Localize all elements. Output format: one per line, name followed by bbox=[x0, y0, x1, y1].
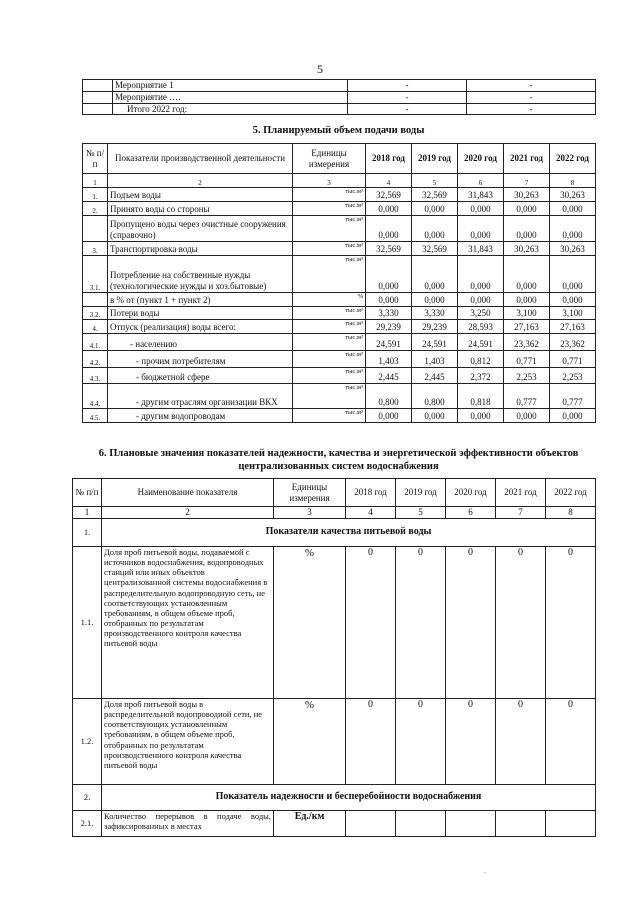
value-cell: 0,000 bbox=[412, 409, 458, 423]
col-number: 6 bbox=[446, 507, 496, 519]
value-cell: 0,800 bbox=[412, 384, 458, 409]
value-cell: 0 bbox=[346, 546, 396, 698]
water-supply-rows bbox=[83, 188, 596, 423]
header-year: 2021 год bbox=[496, 479, 546, 507]
row-name: Количество перерывов в подаче воды, зафиксированных в местах bbox=[102, 810, 274, 836]
value-cell: 24,591 bbox=[366, 334, 412, 351]
value-cell: 31,843 bbox=[458, 242, 504, 256]
value-cell: 0,000 bbox=[412, 216, 458, 242]
value-cell: 32,569 bbox=[366, 242, 412, 256]
value-cell: 2,253 bbox=[504, 368, 550, 384]
value-cell: 23,362 bbox=[550, 334, 596, 351]
row-no: 3.1. bbox=[83, 256, 108, 293]
section-5-title: 5. Планируемый объем подачи воды bbox=[252, 125, 425, 136]
value-cell: 24,591 bbox=[458, 334, 504, 351]
top-continuation-table bbox=[82, 79, 596, 115]
row-no: 1.2. bbox=[73, 698, 102, 784]
value-cell: 1,403 bbox=[366, 351, 412, 368]
row-no: 4. bbox=[83, 320, 108, 334]
value-cell: 0,000 bbox=[504, 256, 550, 293]
value-cell: 0,000 bbox=[412, 256, 458, 293]
value-cell: 2,372 bbox=[458, 368, 504, 384]
value-cell: 3,250 bbox=[458, 307, 504, 320]
value-cell: 0,818 bbox=[458, 384, 504, 409]
header-year: 2022 год bbox=[550, 144, 596, 174]
value-cell: 0,000 bbox=[366, 216, 412, 242]
col-number: 7 bbox=[496, 507, 546, 519]
header-unit: Единицы измерения bbox=[274, 479, 346, 507]
no-cell bbox=[83, 91, 113, 103]
row-no: 3.2. bbox=[83, 307, 108, 320]
value-cell: 0,000 bbox=[458, 202, 504, 216]
numbering-row bbox=[83, 174, 596, 188]
scan-mark: . bbox=[484, 866, 486, 875]
value-cell: 0,000 bbox=[458, 409, 504, 423]
row-name: Потери воды bbox=[108, 307, 293, 320]
value-cell: 0,771 bbox=[550, 351, 596, 368]
header-year: 2018 год bbox=[366, 144, 412, 174]
table-row bbox=[83, 307, 596, 320]
col-number: 1 bbox=[83, 174, 108, 188]
col-number: 4 bbox=[366, 174, 412, 188]
header-year: 2019 год bbox=[412, 144, 458, 174]
table-row bbox=[73, 810, 596, 836]
value-cell: 0 bbox=[496, 698, 546, 784]
table-row bbox=[83, 216, 596, 242]
value-cell bbox=[546, 810, 596, 836]
row-no: 2.1. bbox=[73, 810, 102, 836]
row-name: Подъем воды bbox=[108, 188, 293, 202]
row-no: 1.1. bbox=[73, 546, 102, 698]
col-number: 8 bbox=[546, 507, 596, 519]
value-cell: 2,445 bbox=[366, 368, 412, 384]
value-cell: 2,445 bbox=[412, 368, 458, 384]
header-name: Показатели производственной деятельности bbox=[108, 144, 293, 174]
no-cell bbox=[83, 103, 113, 115]
header-no: № п/п bbox=[73, 479, 102, 507]
col-number: 5 bbox=[396, 507, 446, 519]
row-unit: тыс.м³ bbox=[293, 216, 366, 242]
row-no: 4.3. bbox=[83, 368, 108, 384]
value-cell: 0,000 bbox=[550, 293, 596, 307]
table-row bbox=[83, 384, 596, 409]
row-no: 4.4. bbox=[83, 384, 108, 409]
header-row bbox=[83, 144, 596, 174]
row-unit: % bbox=[274, 698, 346, 784]
header-year: 2020 год bbox=[458, 144, 504, 174]
band-no: 2. bbox=[73, 784, 102, 810]
header-year: 2022 год bbox=[546, 479, 596, 507]
row-no bbox=[83, 216, 108, 242]
value-cell: 0,000 bbox=[550, 256, 596, 293]
row-no: 4.2. bbox=[83, 351, 108, 368]
row-name: Отпуск (реализация) воды всего: bbox=[108, 320, 293, 334]
water-supply-volume-table bbox=[82, 143, 596, 423]
table-row bbox=[83, 368, 596, 384]
row-name: - прочим потребителям bbox=[108, 351, 293, 368]
row-unit: тыс.м³ bbox=[293, 384, 366, 409]
value-cell: - bbox=[348, 91, 467, 103]
table-row bbox=[83, 409, 596, 423]
header-unit: Единицы измерения bbox=[293, 144, 366, 174]
numbering-row bbox=[73, 507, 596, 519]
band-label: Показатель надежности и бесперебойности водоснабжения bbox=[102, 784, 596, 810]
row-name: Доля проб питьевой воды в распределительной водопроводной сети, не соответствующих установленным требованиям, в общем объеме проб, отобранных по результатам производственного контроля качества питьевой воды bbox=[102, 698, 274, 784]
header-year: 2019 год bbox=[396, 479, 446, 507]
section-6-title: 6. Плановые значения показателей надежности, качества и энергетической эффективности объектов централизованных систем водоснабжения bbox=[98, 448, 579, 472]
value-cell: 0 bbox=[396, 698, 446, 784]
value-cell: 30,263 bbox=[504, 188, 550, 202]
row-name: Доля проб питьевой воды, подаваемой с источников водоснабжения, водопроводных станций или иных объектов централизованной системы водоснабжения в распределительную водопроводную сеть, не соответствующих установленным требованиям, в общем объеме проб, отобранных по результатам производственного контроля качества питьевой воды bbox=[102, 546, 274, 698]
row-unit: % bbox=[293, 293, 366, 307]
value-cell: 31,843 bbox=[458, 188, 504, 202]
header-year: 2021 год bbox=[504, 144, 550, 174]
value-cell: 29,239 bbox=[366, 320, 412, 334]
value-cell: 0,000 bbox=[366, 409, 412, 423]
row-unit: тыс.м³ bbox=[293, 202, 366, 216]
indicators-table bbox=[72, 478, 596, 837]
value-cell: 32,569 bbox=[366, 188, 412, 202]
row-name: Потребление на собственные нужды (технологические нужды и хоз.бытовые) bbox=[108, 256, 293, 293]
col-number: 6 bbox=[458, 174, 504, 188]
value-cell: 24,591 bbox=[412, 334, 458, 351]
row-name: Итого 2022 год: bbox=[113, 103, 348, 115]
table-row bbox=[83, 320, 596, 334]
value-cell: 30,263 bbox=[550, 242, 596, 256]
value-cell: 23,362 bbox=[504, 334, 550, 351]
col-number: 1 bbox=[73, 507, 102, 519]
value-cell: 0,000 bbox=[458, 293, 504, 307]
row-name: Транспортировка воды bbox=[108, 242, 293, 256]
row-unit: тыс.м³ bbox=[293, 351, 366, 368]
row-unit: тыс.м³ bbox=[293, 368, 366, 384]
value-cell: 0 bbox=[546, 698, 596, 784]
value-cell: 32,569 bbox=[412, 242, 458, 256]
header-year: 2018 год bbox=[346, 479, 396, 507]
row-name: Принято воды со стороны bbox=[108, 202, 293, 216]
value-cell: 0 bbox=[446, 546, 496, 698]
value-cell: - bbox=[467, 103, 596, 115]
value-cell: 0,771 bbox=[504, 351, 550, 368]
value-cell bbox=[396, 810, 446, 836]
row-unit: тыс.м³ bbox=[293, 320, 366, 334]
header-year: 2020 год bbox=[446, 479, 496, 507]
row-no: 4.1. bbox=[83, 334, 108, 351]
value-cell: 0 bbox=[396, 546, 446, 698]
value-cell: 3,330 bbox=[366, 307, 412, 320]
band-label: Показатели качества питьевой воды bbox=[102, 518, 596, 546]
value-cell: - bbox=[348, 80, 467, 92]
value-cell: 30,263 bbox=[504, 242, 550, 256]
band-row-reliability bbox=[73, 784, 596, 810]
value-cell: 3,100 bbox=[550, 307, 596, 320]
no-cell bbox=[83, 80, 113, 92]
value-cell: 27,163 bbox=[550, 320, 596, 334]
row-unit: тыс.м³ bbox=[293, 307, 366, 320]
row-unit: тыс.м³ bbox=[293, 409, 366, 423]
row-name: - другим водопроводам bbox=[108, 409, 293, 423]
table-row bbox=[83, 103, 596, 115]
row-name: в % от (пункт 1 + пункт 2) bbox=[108, 293, 293, 307]
value-cell bbox=[346, 810, 396, 836]
value-cell: 0,000 bbox=[412, 202, 458, 216]
value-cell: 2,253 bbox=[550, 368, 596, 384]
table-row bbox=[83, 91, 596, 103]
value-cell: 0,000 bbox=[504, 409, 550, 423]
row-no: 4.5. bbox=[83, 409, 108, 423]
row-name: Пропущено воды через очистные сооружения (справочно) bbox=[108, 216, 293, 242]
value-cell: 0,000 bbox=[550, 409, 596, 423]
value-cell: - bbox=[467, 91, 596, 103]
value-cell: 0,000 bbox=[458, 216, 504, 242]
table-row bbox=[83, 293, 596, 307]
col-number: 4 bbox=[346, 507, 396, 519]
value-cell: 0,777 bbox=[550, 384, 596, 409]
value-cell: 0,000 bbox=[504, 293, 550, 307]
row-name: - населению bbox=[108, 334, 293, 351]
value-cell: 27,163 bbox=[504, 320, 550, 334]
table-row bbox=[83, 188, 596, 202]
table-row bbox=[83, 202, 596, 216]
row-unit: Ед./км bbox=[274, 810, 346, 836]
row-unit: % bbox=[274, 546, 346, 698]
table-row bbox=[83, 351, 596, 368]
row-no: 2. bbox=[83, 202, 108, 216]
value-cell: 28,593 bbox=[458, 320, 504, 334]
col-number: 3 bbox=[274, 507, 346, 519]
value-cell: 0,000 bbox=[504, 202, 550, 216]
row-no: 3. bbox=[83, 242, 108, 256]
header-name: Наименование показателя bbox=[102, 479, 274, 507]
value-cell bbox=[446, 810, 496, 836]
value-cell: 0,000 bbox=[458, 256, 504, 293]
value-cell: 0,812 bbox=[458, 351, 504, 368]
col-number: 7 bbox=[504, 174, 550, 188]
value-cell: 0,800 bbox=[366, 384, 412, 409]
row-name: - другим отраслям организации ВКХ bbox=[108, 384, 293, 409]
value-cell: 0 bbox=[546, 546, 596, 698]
col-number: 3 bbox=[293, 174, 366, 188]
header-row bbox=[73, 479, 596, 507]
value-cell: 0,000 bbox=[412, 293, 458, 307]
value-cell: 0 bbox=[446, 698, 496, 784]
table-row bbox=[73, 546, 596, 698]
value-cell: - bbox=[348, 103, 467, 115]
value-cell: 0,000 bbox=[550, 216, 596, 242]
value-cell: 0,000 bbox=[366, 256, 412, 293]
col-number: 2 bbox=[108, 174, 293, 188]
value-cell: 0,000 bbox=[366, 293, 412, 307]
value-cell: 0,000 bbox=[504, 216, 550, 242]
value-cell: - bbox=[467, 80, 596, 92]
table-row bbox=[83, 242, 596, 256]
value-cell: 0,000 bbox=[366, 202, 412, 216]
value-cell: 3,100 bbox=[504, 307, 550, 320]
row-unit: тыс.м³ bbox=[293, 242, 366, 256]
table-row bbox=[83, 80, 596, 92]
row-name: Мероприятие …. bbox=[113, 91, 348, 103]
value-cell: 29,239 bbox=[412, 320, 458, 334]
row-unit: тыс.м³ bbox=[293, 256, 366, 293]
col-number: 2 bbox=[102, 507, 274, 519]
value-cell: 30,263 bbox=[550, 188, 596, 202]
col-number: 5 bbox=[412, 174, 458, 188]
header-no: № п/п bbox=[83, 144, 108, 174]
row-no: 1. bbox=[83, 188, 108, 202]
band-row-quality bbox=[73, 518, 596, 546]
value-cell: 0,777 bbox=[504, 384, 550, 409]
value-cell: 1,403 bbox=[412, 351, 458, 368]
col-number: 8 bbox=[550, 174, 596, 188]
row-unit: тыс.м³ bbox=[293, 188, 366, 202]
table-row bbox=[83, 334, 596, 351]
value-cell: 32,569 bbox=[412, 188, 458, 202]
band-no: 1. bbox=[73, 518, 102, 546]
value-cell: 0,000 bbox=[550, 202, 596, 216]
value-cell: 0 bbox=[346, 698, 396, 784]
value-cell bbox=[496, 810, 546, 836]
value-cell: 0 bbox=[496, 546, 546, 698]
table-row bbox=[83, 256, 596, 293]
value-cell: 3,330 bbox=[412, 307, 458, 320]
table-row bbox=[73, 698, 596, 784]
row-unit: тыс.м³ bbox=[293, 334, 366, 351]
row-name: - бюджетной сфере bbox=[108, 368, 293, 384]
page-number: 5 bbox=[317, 62, 323, 76]
row-no bbox=[83, 293, 108, 307]
row-name: Мероприятие 1 bbox=[113, 80, 348, 92]
